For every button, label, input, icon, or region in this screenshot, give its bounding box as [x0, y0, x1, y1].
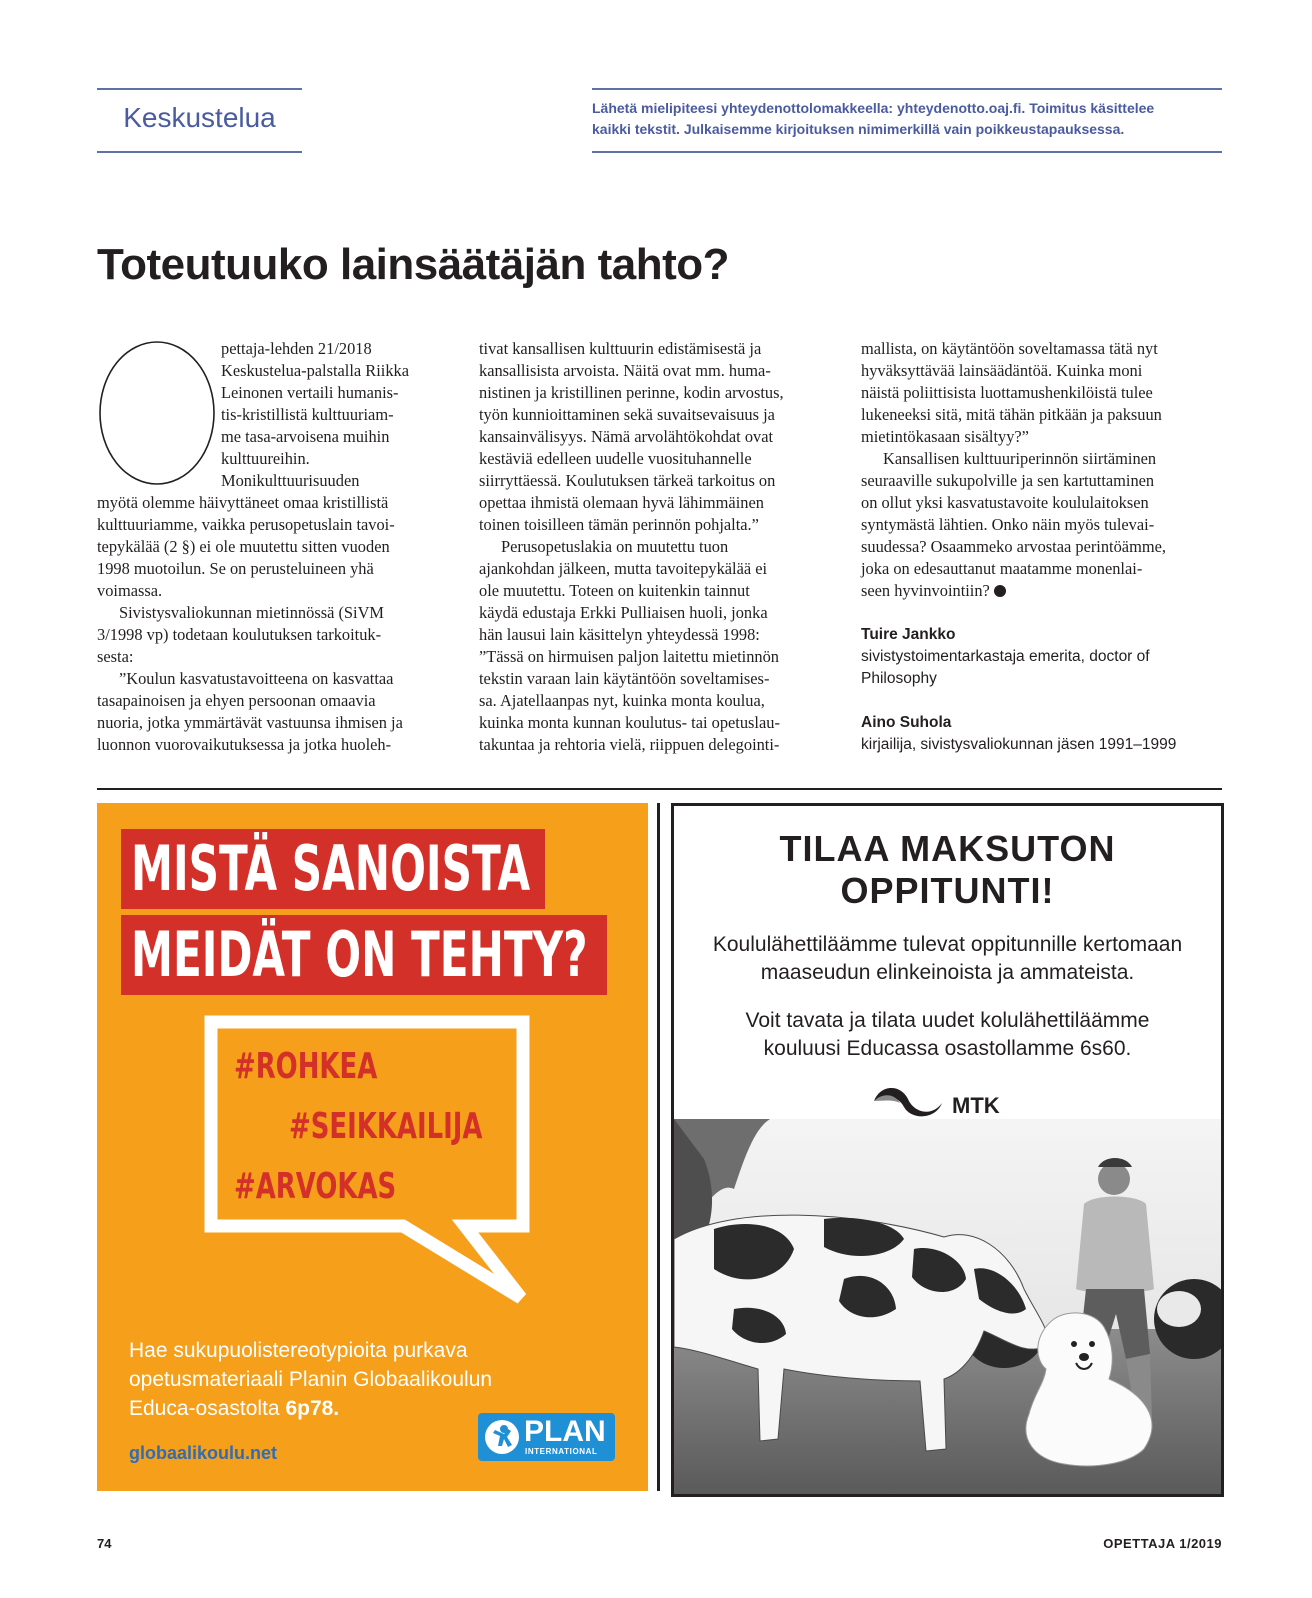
mtk-paragraph-1 [674, 931, 1221, 987]
text-line: ole muutettu. Toteen on kuitenkin tainnut [479, 581, 750, 600]
paragraph [97, 668, 457, 756]
text-line: hän lausui lain käsittelyn yhteydessä 1998: [479, 625, 760, 644]
plan-logo-text: PLAN [524, 1415, 606, 1448]
paragraph [861, 448, 1221, 602]
text-line: ”Koulun kasvatustavoitteena on kasvattaa [119, 669, 394, 688]
farmer-cows-dog-photo [674, 1119, 1221, 1494]
paragraph [97, 492, 457, 602]
article-column-3 [861, 338, 1221, 756]
text-line: tis-kristillistä kulttuuriam- [221, 405, 394, 424]
text-line: syntymästä lähtien. Onko näin myös tulevai- [861, 515, 1155, 534]
text-line: työn kunnioittaminen sekä suvaitsevaisuus ja [479, 405, 775, 424]
text-line: Perusopetuslakia on muutettu tuon [501, 537, 729, 556]
text-line: mallista, on käytäntöön soveltamassa tätä nyt [861, 339, 1158, 358]
text-line: kulttuuriamme, vaikka perusopetuslain tavoi- [97, 515, 395, 534]
text-line: Keskustelua-palstalla Riikka [221, 361, 409, 380]
text-line: maaseudun elinkeinoista ja ammateista. [760, 961, 1135, 984]
paragraph [97, 602, 457, 668]
text-line: kansallisista arvoista. Näitä ovat mm. huma- [479, 361, 771, 380]
article-headline: Toteutuuko lainsäätäjän tahto? [97, 240, 730, 289]
author-signature [861, 624, 1221, 690]
text-line: Hae sukupuolistereotypioita purkava [129, 1339, 468, 1362]
text-line: myötä olemme häivyttäneet omaa kristillistä [97, 493, 389, 512]
text-line: kouluusi Educassa osastollamme 6s60. [763, 1037, 1132, 1060]
text-line: opetusmateriaali Planin Globaalikoulun [129, 1368, 493, 1391]
dropcap-o [97, 340, 215, 486]
text-span: Educa-osastolta [129, 1397, 286, 1420]
text-line: tekstin varaan lain käytäntöön soveltamises- [479, 669, 770, 688]
text-line: kestäviä edelleen uudelle vuosituhannelle [479, 449, 752, 468]
text-line: joka on edesauttanut maatamme monenlai- [861, 559, 1143, 578]
plan-logo [478, 1413, 615, 1461]
plan-body-text [129, 1336, 609, 1423]
text-line-end: seen hyvinvointiin? [861, 581, 990, 600]
author-signature [861, 712, 1221, 756]
text-line: voimassa. [97, 581, 163, 600]
plan-headline-line-2 [121, 915, 607, 995]
text-line: käydä edustaja Erkki Pulliaisen huoli, jonka [479, 603, 768, 622]
article-column-2 [479, 338, 834, 756]
text-line: TILAA MAKSUTON [779, 828, 1116, 869]
text-line: 3/1998 vp) todetaan koulutuksen tarkoituk- [97, 625, 382, 644]
text-line: tasapainoisen ja ehyen persoonan omaavia [97, 691, 376, 710]
mtk-swirl-icon [870, 1081, 946, 1121]
text-line: kulttuureihin. [221, 449, 310, 468]
plan-child-icon [484, 1419, 520, 1455]
text-line: Leinonen vertaili humanis- [221, 383, 399, 402]
text-line: takuntaa ja rehtoria vielä, riippuen delegointi- [479, 735, 780, 754]
paragraph [861, 338, 1221, 448]
text-line: sa. Ajatellaanpas nyt, kuinka monta koulua, [479, 691, 765, 710]
author-title: sivistystoimentarkastaja emerita, doctor of [861, 648, 1150, 665]
issue-label: OPETTAJA 1/2019 [1103, 1536, 1222, 1551]
text-line: Sivistysvaliokunnan mietinnössä (SiVM [119, 603, 384, 622]
mtk-logo-text: MTK [952, 1093, 1000, 1118]
text-line: toinen toisilleen tämän perinnön pohjalta.” [479, 515, 759, 534]
svg-text:O: O [157, 429, 159, 431]
section-label: Keskustelua [123, 102, 276, 133]
text-line: suudessa? Osaammeko arvostaa perintöämme, [861, 537, 1166, 556]
text-line: tivat kansallisen kulttuurin edistämisestä ja [479, 339, 762, 358]
booth-number: 6p78. [285, 1397, 340, 1420]
plan-advertisement [97, 803, 648, 1491]
text-line: ajankohdan jälkeen, mutta tavoitepykälää ei [479, 559, 768, 578]
article-column-1 [97, 338, 457, 756]
text-line: Monikulttuurisuuden [221, 471, 360, 490]
text-line: pettaja-lehden 21/2018 [221, 339, 372, 358]
header-rule-top-right [592, 88, 1222, 90]
plan-logo-subtext: INTERNATIONAL [525, 1447, 598, 1456]
author-title: Philosophy [861, 670, 937, 687]
plan-headline-line-1 [121, 829, 545, 909]
mtk-paragraph-2 [674, 1007, 1221, 1063]
text-line: kansainvälisyys. Nämä arvolähtökohdat ovat [479, 427, 774, 446]
paragraph [479, 338, 834, 536]
text-line [861, 580, 1221, 602]
mtk-advertisement [671, 803, 1224, 1497]
plan-headline-text: MEIDÄT ON TEHTY? [131, 918, 588, 991]
text-line: on ollut yksi kasvatustavoite koululaitoksen [861, 493, 1149, 512]
text-line: seuraaville sukupolville ja sen kartuttaminen [861, 471, 1155, 490]
hashtag: #SEIKKAILIJA [289, 1106, 483, 1147]
header-rule-bottom-right [592, 151, 1222, 153]
text-line: nistinen ja kristillinen perinne, kodin arvostus, [479, 383, 784, 402]
paragraph [479, 536, 834, 756]
ads-vertical-divider [657, 803, 660, 1491]
text-line: luonnon vuorovaikutuksessa ja jotka huoleh- [97, 735, 392, 754]
author-name: Tuire Jankko [861, 626, 956, 643]
text-line: Voit tavata ja tilata uudet kolulähettiläämme [745, 1009, 1150, 1032]
contact-note-line: kaikki tekstit. Julkaisemme kirjoituksen nimimerkillä vain poikkeustapauksessa. [592, 121, 1125, 137]
contact-note [592, 98, 1222, 140]
header-rule-top-left [97, 88, 302, 90]
text-line: sesta: [97, 647, 134, 666]
mtk-title [674, 828, 1221, 912]
hashtag: #ARVOKAS [234, 1166, 397, 1207]
text-line: nuoria, jotka ymmärtävät vastuunsa ihmisen ja [97, 713, 403, 732]
plan-headline-text: MISTÄ SANOISTA [131, 832, 531, 905]
mtk-logo [870, 1081, 1020, 1121]
author-name: Aino Suhola [861, 714, 952, 731]
text-line: Koululähettiläämme tulevat oppitunnille kertomaan [712, 933, 1183, 956]
end-mark-icon [994, 585, 1006, 597]
text-line: näistä poliittisista luottamushenkilöistä tulee [861, 383, 1153, 402]
article-ads-divider [97, 788, 1222, 790]
hashtag: #ROHKEA [234, 1046, 378, 1087]
contact-note-line: Lähetä mielipiteesi yhteydenottolomakkeella: yhteydenotto.oaj.fi. Toimitus käsittelee [592, 100, 1155, 116]
text-line: mietintökasaan sisältyy?” [861, 427, 1029, 446]
text-line: tepykälää (2 §) ei ole muutettu sitten vuoden [97, 537, 390, 556]
plan-url-link[interactable]: globaalikoulu.net [129, 1443, 278, 1463]
text-line: 1998 muotoilun. Se on perusteluineen yhä [97, 559, 374, 578]
header-rule-bottom-left [97, 151, 302, 153]
text-line: me tasa-arvoisena muihin [221, 427, 390, 446]
text-line: OPPITUNTI! [840, 870, 1055, 911]
text-line: Kansallisen kulttuuriperinnön siirtäminen [883, 449, 1157, 468]
page-number: 74 [97, 1536, 112, 1551]
text-line: ”Tässä on hirmuisen paljon laitettu mietinnön [479, 647, 779, 666]
author-title: kirjailija, sivistysvaliokunnan jäsen 1991–1999 [861, 736, 1177, 753]
text-line: opettaa ihmistä olemaan hyvä lähimmäinen [479, 493, 764, 512]
text-line: kuinka monta kunnan koulutus- tai opetuslau- [479, 713, 780, 732]
text-line: hyväksyttävää lainsäädäntöä. Kuinka moni [861, 361, 1143, 380]
text-line: siirryttäessä. Koulutuksen tärkeä tarkoitus on [479, 471, 776, 490]
text-line: lukeneeksi sitä, mitä tähän pitkään ja paksuun [861, 405, 1162, 424]
